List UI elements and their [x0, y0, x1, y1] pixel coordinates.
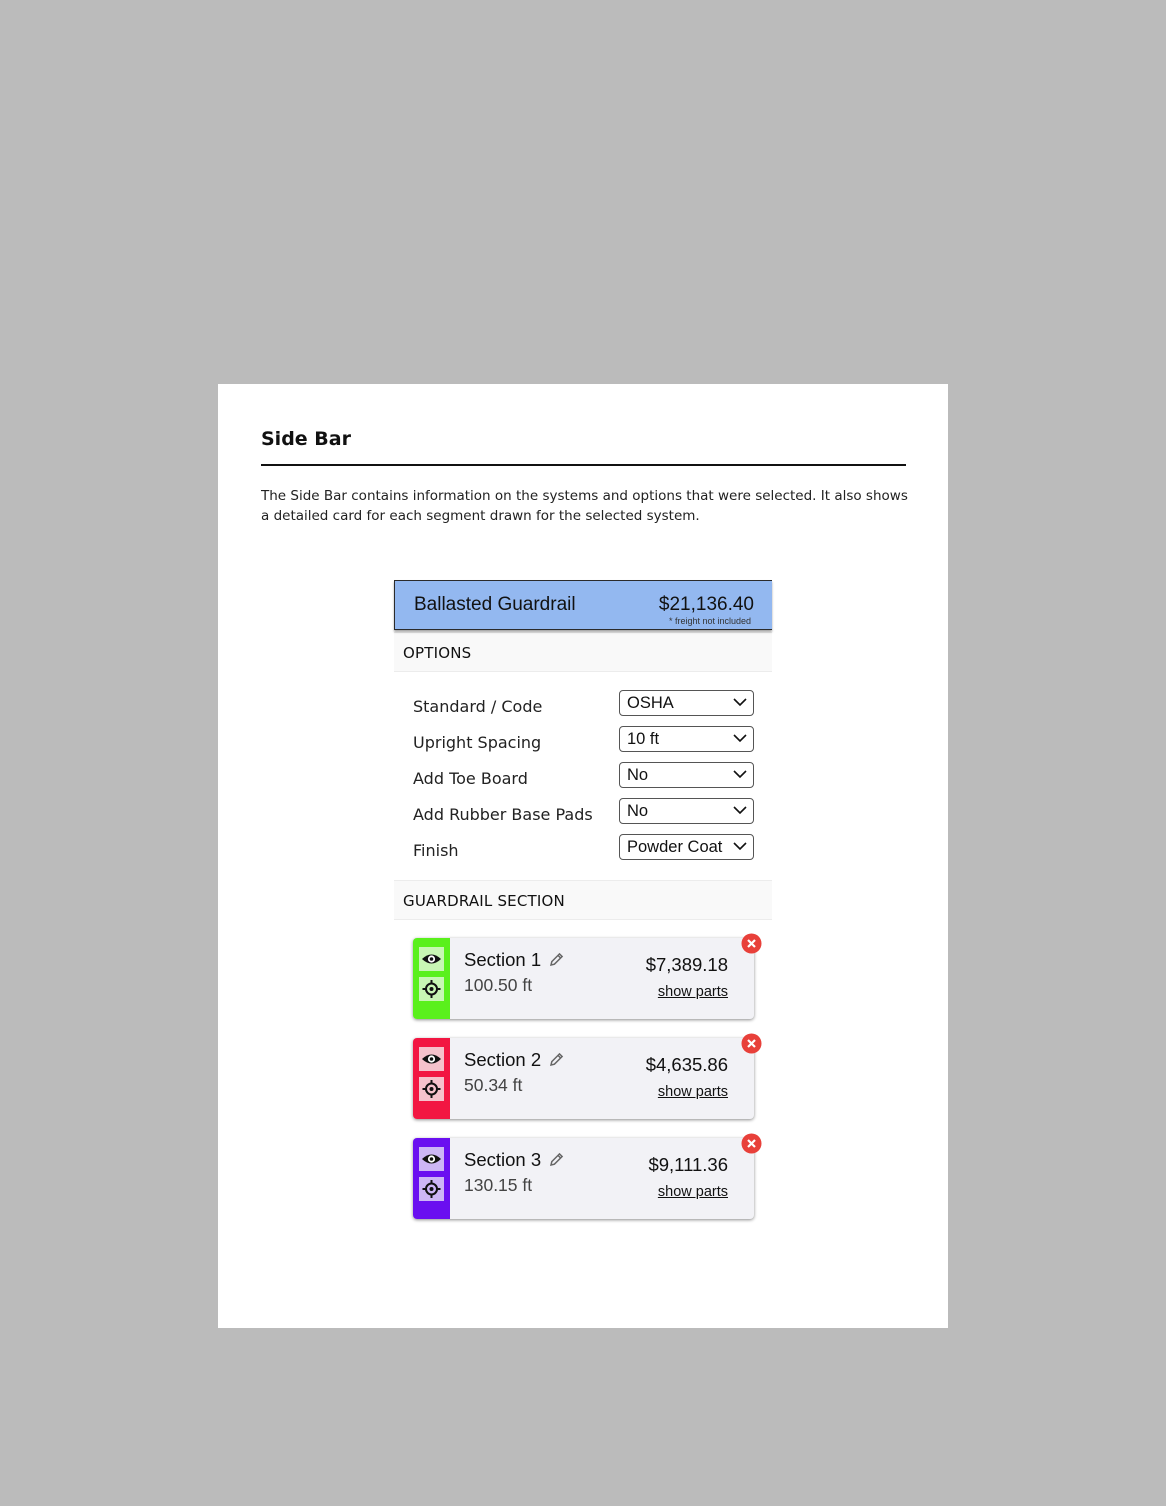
- crosshair-icon: [419, 1177, 444, 1201]
- crosshair-icon: [419, 977, 444, 1001]
- rubber-base-pads-select[interactable]: [619, 798, 754, 824]
- show-parts-link[interactable]: show parts: [657, 984, 728, 1000]
- section-price: $4,635.86: [645, 1054, 728, 1075]
- standard-code-select[interactable]: [619, 690, 754, 716]
- eye-icon: [419, 1047, 444, 1071]
- option-row-finish: [394, 834, 772, 870]
- side-bar: [394, 580, 772, 1238]
- chevron-down-icon: [733, 805, 747, 815]
- chevron-down-icon: [733, 841, 747, 851]
- visibility-toggle-button[interactable]: [419, 947, 444, 971]
- pencil-icon[interactable]: [548, 1051, 565, 1068]
- section-name: Section 3: [464, 1149, 542, 1170]
- option-value: 10 ft: [627, 730, 660, 748]
- section-length: 100.50 ft: [464, 975, 533, 995]
- visibility-toggle-button[interactable]: [419, 1147, 444, 1171]
- chevron-down-icon: [733, 697, 747, 707]
- title-divider: [261, 464, 906, 466]
- close-icon[interactable]: [741, 933, 762, 954]
- chevron-down-icon: [733, 733, 747, 743]
- eye-icon: [419, 947, 444, 971]
- system-header[interactable]: [394, 580, 772, 630]
- section-card[interactable]: [413, 1038, 754, 1119]
- option-label: Finish: [413, 841, 459, 860]
- finish-select[interactable]: [619, 834, 754, 860]
- system-price: $21,136.40: [658, 594, 754, 615]
- chevron-down-icon: [733, 769, 747, 779]
- freight-note: * freight not included: [668, 616, 751, 626]
- close-icon[interactable]: [741, 1033, 762, 1054]
- section-color-strip: [413, 938, 450, 1019]
- guardrail-section-header: GUARDRAIL SECTION: [394, 880, 772, 920]
- option-label: Add Toe Board: [413, 769, 528, 788]
- visibility-toggle-button[interactable]: [419, 1047, 444, 1071]
- options-list: [394, 672, 772, 880]
- locate-button[interactable]: [419, 977, 444, 1001]
- option-row-rubber-base-pads: [394, 798, 772, 834]
- locate-button[interactable]: [419, 1177, 444, 1201]
- section-length: 130.15 ft: [464, 1175, 533, 1195]
- section-length: 50.34 ft: [464, 1075, 523, 1095]
- option-value: OSHA: [627, 694, 674, 712]
- option-row-toe-board: [394, 762, 772, 798]
- system-name: Ballasted Guardrail: [414, 594, 576, 615]
- option-value: No: [627, 802, 649, 820]
- page-title: Side Bar: [261, 428, 351, 450]
- options-header: OPTIONS: [394, 632, 772, 672]
- page-description: The Side Bar contains information on the systems and options that were selected. It also shows a detailed card for each segment drawn for the selected system.: [261, 488, 908, 524]
- section-name: Section 1: [464, 949, 542, 970]
- section-cards: [394, 920, 772, 1219]
- option-row-standard-code: [394, 690, 772, 726]
- option-label: Add Rubber Base Pads: [413, 805, 593, 824]
- section-card[interactable]: [413, 1138, 754, 1219]
- section-price: $9,111.36: [648, 1154, 728, 1175]
- locate-button[interactable]: [419, 1077, 444, 1101]
- pencil-icon[interactable]: [548, 951, 565, 968]
- upright-spacing-select[interactable]: [619, 726, 754, 752]
- crosshair-icon: [419, 1077, 444, 1101]
- option-label: Upright Spacing: [413, 733, 542, 752]
- section-color-strip: [413, 1038, 450, 1119]
- section-color-strip: [413, 1138, 450, 1219]
- section-price: $7,389.18: [645, 954, 728, 975]
- option-label: Standard / Code: [413, 697, 543, 716]
- pencil-icon[interactable]: [548, 1151, 565, 1168]
- close-icon[interactable]: [741, 1133, 762, 1154]
- show-parts-link[interactable]: show parts: [657, 1184, 728, 1200]
- show-parts-link[interactable]: show parts: [657, 1084, 728, 1100]
- section-card[interactable]: [413, 938, 754, 1019]
- option-value: Powder Coat: [627, 838, 723, 856]
- section-name: Section 2: [464, 1049, 542, 1070]
- eye-icon: [419, 1147, 444, 1171]
- option-value: No: [627, 766, 649, 784]
- option-row-upright-spacing: [394, 726, 772, 762]
- document-page: [218, 384, 948, 1328]
- toe-board-select[interactable]: [619, 762, 754, 788]
